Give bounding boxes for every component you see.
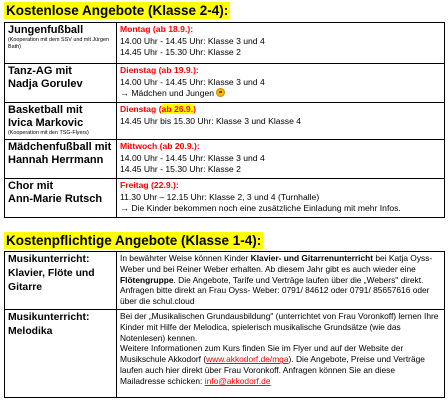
offer-name-line: Chor mit — [8, 180, 54, 192]
description-paragraph — [120, 343, 441, 386]
offer-name-cell — [5, 23, 117, 64]
description-text: Bei der „Musikalischen Grundausbildung" (unterrichtet von Frau Voronkoff) lernen Ihre Kinder mit Hilfe der Melodica, spielerisch musikalische Grundsätze (wie das Notenlesen) kennen. — [120, 311, 439, 343]
offer-name-cell — [5, 103, 117, 140]
schedule-note — [120, 88, 441, 100]
offer-name-cell — [5, 140, 117, 179]
offer-schedule-cell — [117, 179, 445, 218]
offer-cooperation-note: (Kooperation mit den TSG-Flyers) — [8, 130, 89, 136]
offer-name-line: Ann-Marie Rutsch — [8, 193, 103, 205]
description-bold: Klavier- und Gitarrenunterricht — [250, 253, 374, 263]
offer-name: Jungenfußball — [8, 24, 84, 36]
arrow-right-icon: → — [120, 88, 129, 99]
offer-day — [120, 104, 441, 116]
offer-name-line: Basketball mit — [8, 104, 83, 116]
offer-description-cell — [117, 252, 445, 310]
offer-name-line: Ivica Markovic — [8, 117, 84, 129]
offer-name-cell — [5, 64, 117, 103]
day-label: Dienstag — [120, 104, 159, 114]
offer-name-line: Mädchenfußball mit — [8, 141, 112, 153]
table-row — [5, 140, 445, 179]
offer-schedule-cell — [117, 23, 445, 64]
description-text: ). Die Angebote, Preise und Verträge laufen auch hier direkt über Frau Voronkoff. Anfragen können Sie an diese Mailadresse schicken: — [120, 354, 425, 386]
offer-name-line: Klavier, Flöte und — [8, 268, 95, 280]
offer-day: Montag (ab 18.9.): — [120, 24, 194, 34]
schedule-line: 14.45 Uhr bis 15.30 Uhr: Klasse 3 und Klasse 4 — [120, 115, 302, 126]
table-row — [5, 310, 445, 398]
offer-name-cell — [5, 310, 117, 398]
schedule-line: 14.00 Uhr - 14.45 Uhr: Klasse 3 und 4 — [120, 76, 265, 87]
paid-offers-table — [4, 251, 445, 398]
schedule-line: 14.00 Uhr - 14.45 Uhr: Klasse 3 und 4 — [120, 35, 265, 46]
description-text: bei Katja Oyss-Weber und bei Reiner Weber erhalten. Ab diesem Jahr gibt es auch wieder eine — [120, 253, 433, 274]
offer-name-line: Hannah Herrmann — [8, 154, 104, 166]
table-row — [5, 103, 445, 140]
offer-name-line: Tanz-AG mit — [8, 65, 72, 77]
offer-name-line: Musikunterricht: — [8, 254, 90, 265]
offer-description-cell — [117, 310, 445, 398]
website-link[interactable]: www.akkodorf.de/mga — [206, 354, 289, 365]
offer-name-line: Nadja Gorulev — [8, 78, 83, 90]
schedule-line: 14.45 Uhr - 15.30 Uhr: Klasse 2 — [120, 47, 241, 58]
note-text: Die Kinder bekommen noch eine zusätzliche Einladung mit mehr Infos. — [131, 203, 401, 214]
offer-cooperation-note: (Kooperation mit dem SSV und mit Jürgen Bath) — [8, 37, 109, 50]
section-title-paid: Kostenpflichtige Angebote (Klasse 1-4): — [6, 233, 262, 248]
table-row — [5, 23, 445, 64]
day-paren: ( — [158, 104, 162, 114]
schedule-line: 11.30 Uhr – 12.15 Uhr: Klasse 2, 3 und 4 (Turnhalle) — [120, 191, 320, 202]
email-link[interactable]: info@akkodorf.de — [204, 375, 271, 386]
offer-name-line: Musikunterricht: — [8, 312, 90, 323]
highlighted-date: ab 26.9. — [161, 104, 194, 114]
offer-name-cell — [5, 179, 117, 218]
description-bold: Flötengruppe — [120, 274, 174, 285]
schedule-line: 14.45 Uhr - 15.30 Uhr: Klasse 2 — [120, 164, 241, 175]
day-paren: ) — [193, 104, 196, 114]
schedule-line: 14.00 Uhr - 14.45 Uhr: Klasse 3 und 4 — [120, 152, 265, 163]
description-text: . Die Angebote, Tarife und Verträge laufen über die „Webers" direkt. Anfragen bitte direkt an Frau Oyss- Weber: 0791/ 84612 oder 0791/ 85657616 oder über die schul.cloud — [120, 274, 430, 307]
offer-schedule-cell — [117, 103, 445, 140]
offer-name-cell — [5, 252, 117, 310]
description-text: Weitere Informationen zum Kurs finden Sie im Flyer und auf der Website der Musikschule Akkodorf ( — [120, 343, 404, 365]
table-row — [5, 64, 445, 103]
description-text: In bewährter Weise können Kinder — [120, 253, 251, 263]
offer-schedule-cell — [117, 64, 445, 103]
offer-day: Freitag (22.9.): — [120, 180, 179, 190]
arrow-right-icon: → — [120, 203, 129, 214]
free-offers-table — [4, 22, 445, 218]
schedule-note — [120, 203, 441, 215]
section-title-free: Kostenlose Angebote (Klasse 2-4): — [6, 3, 229, 18]
offer-name-line: Melodika — [8, 326, 53, 338]
smiley-face-icon — [216, 88, 225, 97]
note-text: Mädchen und Jungen — [131, 88, 215, 99]
offer-day: Mittwoch (ab 20.9.): — [120, 141, 200, 151]
table-row — [5, 179, 445, 218]
table-row — [5, 252, 445, 310]
offer-schedule-cell — [117, 140, 445, 179]
offer-name-line: Gitarre — [8, 282, 43, 294]
offer-day: Dienstag (ab 19.9.): — [120, 65, 199, 75]
